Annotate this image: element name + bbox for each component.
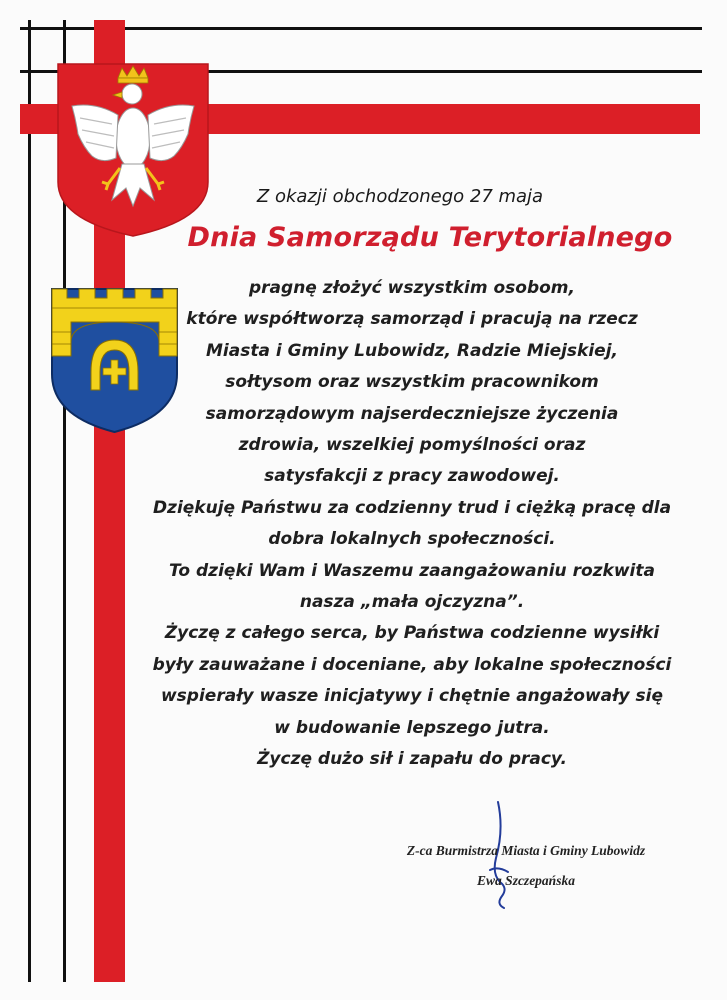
body-line: były zauważane i doceniane, aby lokalne społeczności: [152, 654, 672, 675]
body-line: które współtworzą samorząd i pracują na rzecz: [186, 309, 638, 330]
body-line: sołtysom oraz wszystkim pracownikom: [225, 372, 599, 393]
body-line: nasza „mała ojczyzna”.: [299, 592, 525, 613]
body-line: pragnę złożyć wszystkim osobom,: [249, 278, 575, 298]
intro-line: Z okazji obchodzonego 27 maja: [256, 186, 544, 207]
body-line: To dzięki Wam i Waszemu zaangażowaniu rozkwita: [169, 560, 655, 581]
body-line: satysfakcji z pracy zawodowej.: [264, 466, 560, 487]
frame-line-left: [28, 20, 31, 982]
body-line: Miasta i Gminy Lubowidz, Radzie Miejskiej,: [205, 340, 619, 361]
body-line: wspierały wasze inicjatywy i chętnie angażowały się: [160, 686, 664, 707]
body-line: dobra lokalnych społeczności.: [268, 529, 556, 550]
body-line: Życzę z całego serca, by Państwa codzienne wysiłki: [164, 623, 660, 644]
body-line: samorządowym najserdeczniejsze życzenia: [205, 403, 619, 424]
body-line: w budowanie lepszego jutra.: [274, 717, 550, 738]
headline: Dnia Samorządu Terytorialnego: [187, 222, 673, 253]
signature-title: Z-ca Burmistrza Miasta i Gminy Lubowidz: [406, 843, 646, 858]
signature-block: [360, 836, 692, 896]
body-line: zdrowia, wszelkiej pomyślności oraz: [238, 435, 586, 456]
greeting-body: [150, 273, 674, 776]
signature-name: Ewa Szczepańska: [477, 873, 575, 888]
polish-eagle-emblem-icon: [56, 60, 210, 238]
body-line: Dziękuję Państwu za codzienny trud i ciężką pracę dla: [152, 497, 672, 518]
body-line: Życzę dużo sił i zapału do pracy.: [257, 749, 567, 770]
